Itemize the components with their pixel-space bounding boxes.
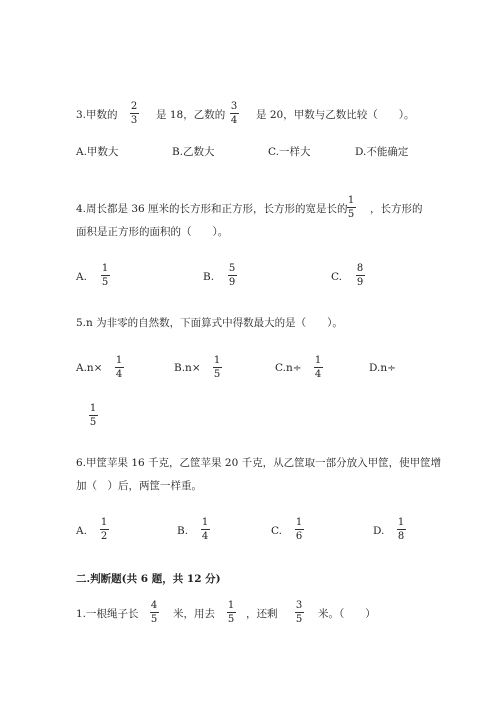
numerator: 4	[150, 600, 158, 611]
option-label: B.	[203, 271, 215, 283]
j1-text-part3: ，还剩	[246, 608, 278, 620]
numerator: 1	[201, 517, 209, 528]
q3-fraction-1	[128, 101, 140, 126]
j1-text-part2: 米，用去	[173, 608, 215, 620]
option-label: D.	[373, 525, 385, 537]
j1-fraction-3	[293, 600, 305, 625]
denominator: 2	[100, 531, 108, 542]
option-fraction	[199, 517, 211, 542]
q3-text-part1: 3.甲数的	[76, 109, 118, 121]
numerator: 1	[89, 403, 97, 414]
numerator: 3	[295, 600, 303, 611]
j1-fraction-2	[225, 600, 237, 625]
section-heading: 二.判断题(共 6 题，共 12 分)	[76, 573, 221, 585]
denominator: 5	[150, 614, 158, 625]
option-fraction	[99, 263, 111, 288]
numerator: 2	[130, 101, 138, 112]
denominator: 8	[397, 531, 405, 542]
q4-text-line2: 面积是正方形的面积的（ ）。	[76, 226, 229, 238]
option-fraction	[113, 355, 125, 380]
q3-option-a[interactable]: A.甲数大	[76, 146, 119, 158]
option-fraction	[87, 403, 99, 428]
option-fraction	[293, 517, 305, 542]
numerator: 1	[100, 517, 108, 528]
denominator: 4	[314, 369, 322, 380]
numerator: 1	[397, 517, 405, 528]
q4-fraction-1	[345, 195, 357, 220]
denominator: 9	[228, 277, 236, 288]
option-fraction	[98, 517, 110, 542]
denominator: 4	[201, 531, 209, 542]
option-label: C.	[331, 271, 342, 283]
denominator: 5	[227, 614, 235, 625]
numerator: 5	[228, 263, 236, 274]
option-label: A.	[76, 271, 87, 283]
denominator: 3	[130, 115, 138, 126]
q3-text-part2: 是 18，乙数的	[156, 109, 226, 121]
q3-text-part3: 是 20，甲数与乙数比较（ ）。	[256, 109, 415, 121]
option-label: B.	[177, 525, 189, 537]
denominator: 4	[115, 369, 123, 380]
option-label: A.	[76, 525, 87, 537]
option-label: C.n÷	[275, 362, 302, 374]
q3-option-d[interactable]: D.不能确定	[355, 146, 409, 158]
numerator: 1	[347, 195, 355, 206]
denominator: 6	[295, 531, 303, 542]
option-label: A.n×	[76, 362, 103, 374]
option-label: C.	[271, 525, 282, 537]
denominator: 5	[101, 277, 109, 288]
numerator: 1	[213, 355, 221, 366]
numerator: 1	[101, 263, 109, 274]
numerator: 1	[227, 600, 235, 611]
q3-option-c[interactable]: C.一样大	[268, 146, 311, 158]
denominator: 5	[89, 417, 97, 428]
option-label: B.n×	[174, 362, 201, 374]
q4-text-part1: 4.周长都是 36 厘米的长方形和正方形，长方形的宽是长的	[76, 203, 348, 215]
option-fraction	[354, 263, 366, 288]
numerator: 1	[295, 517, 303, 528]
q4-text-part2: ，长方形的	[370, 203, 423, 215]
q3-option-b[interactable]: B.乙数大	[172, 146, 215, 158]
q5-text: 5.n 为非零的自然数，下面算式中得数最大的是（ ）。	[76, 317, 343, 329]
option-label: D.n÷	[369, 362, 396, 374]
denominator: 9	[356, 277, 364, 288]
q6-text-line1: 6.甲筐苹果 16 千克，乙筐苹果 20 千克，从乙筐取一部分放入甲筐，使甲筐增	[76, 457, 442, 469]
denominator: 5	[295, 614, 303, 625]
numerator: 3	[230, 101, 238, 112]
option-fraction	[312, 355, 324, 380]
denominator: 5	[213, 369, 221, 380]
numerator: 1	[314, 355, 322, 366]
denominator: 5	[347, 209, 355, 220]
option-fraction	[211, 355, 223, 380]
numerator: 1	[115, 355, 123, 366]
j1-text-part1: 1.一根绳子长	[76, 608, 139, 620]
option-fraction	[395, 517, 407, 542]
numerator: 8	[356, 263, 364, 274]
denominator: 4	[230, 115, 238, 126]
j1-fraction-1	[148, 600, 160, 625]
q3-fraction-2	[228, 101, 240, 126]
j1-text-part4: 米。（ ）	[318, 608, 376, 620]
option-fraction	[226, 263, 238, 288]
q6-text-line2: 加（ ）后，两筐一样重。	[76, 480, 202, 492]
